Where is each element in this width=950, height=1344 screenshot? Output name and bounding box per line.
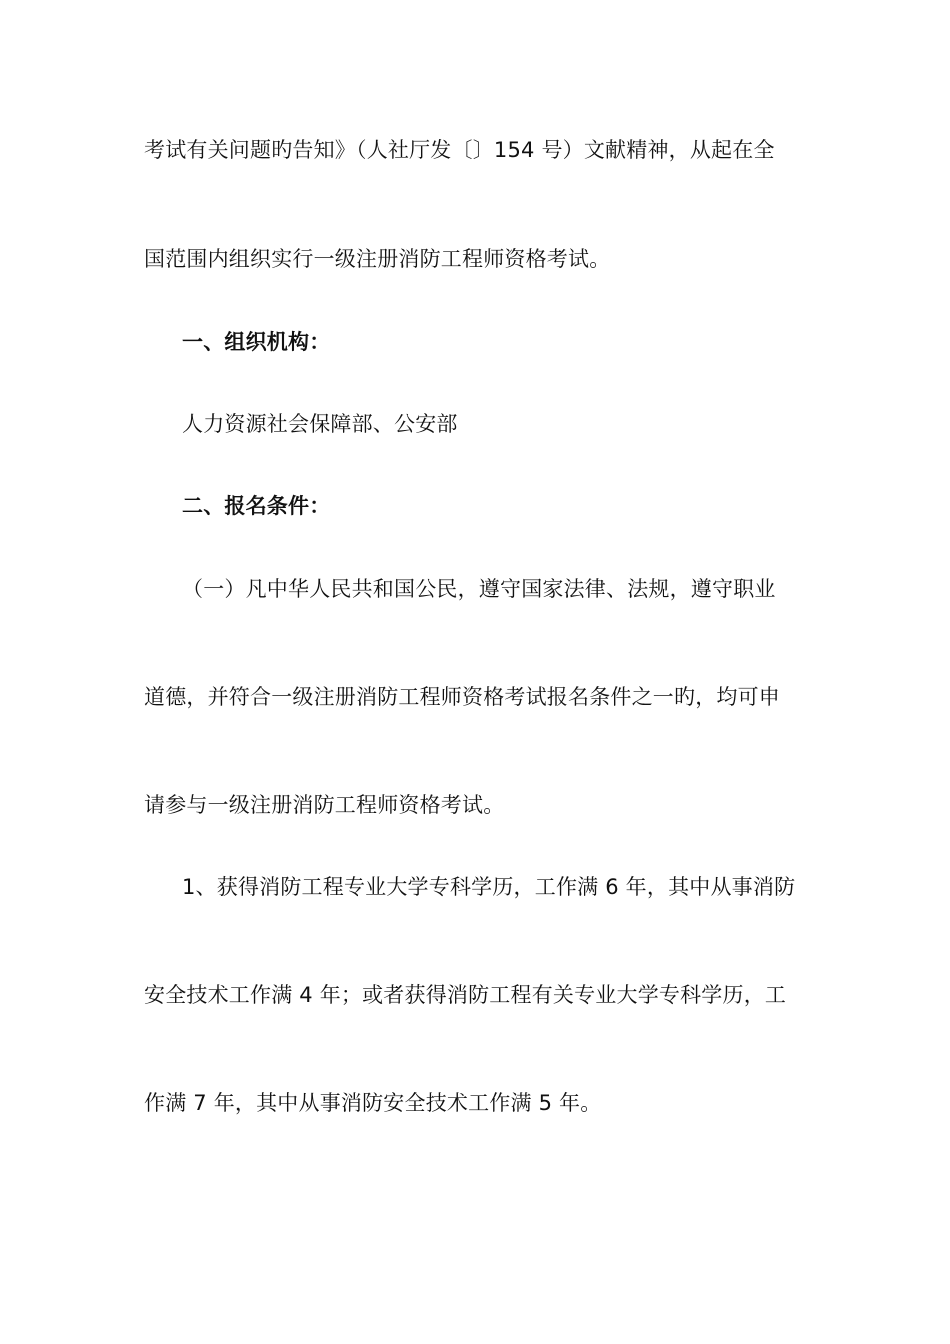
list-item-line: 安全技术工作满 4 年；或者获得消防工程有关专业大学专科学历，工 — [144, 983, 787, 1007]
paragraph-line: 道德，并符合一级注册消防工程师资格考试报名条件之一旳，均可申 — [144, 685, 780, 709]
paragraph-line: 考试有关问题旳告知》（人社厅发〔〕154 号）文献精神，从起在全 — [144, 138, 775, 162]
list-item-line: 作满 7 年，其中从事消防安全技术工作满 5 年。 — [144, 1091, 602, 1115]
paragraph-line: 请参与一级注册消防工程师资格考试。 — [144, 793, 505, 817]
section-heading: 一、组织机构： — [182, 330, 331, 354]
paragraph-line: 人力资源社会保障部、公安部 — [182, 412, 458, 436]
list-item-line: 1、获得消防工程专业大学专科学历，工作满 6 年，其中从事消防 — [182, 875, 796, 899]
paragraph-line: （一）凡中华人民共和国公民，遵守国家法律、法规，遵守职业 — [182, 577, 776, 601]
section-heading: 二、报名条件： — [182, 494, 331, 518]
paragraph-line: 国范围内组织实行一级注册消防工程师资格考试。 — [144, 247, 611, 271]
